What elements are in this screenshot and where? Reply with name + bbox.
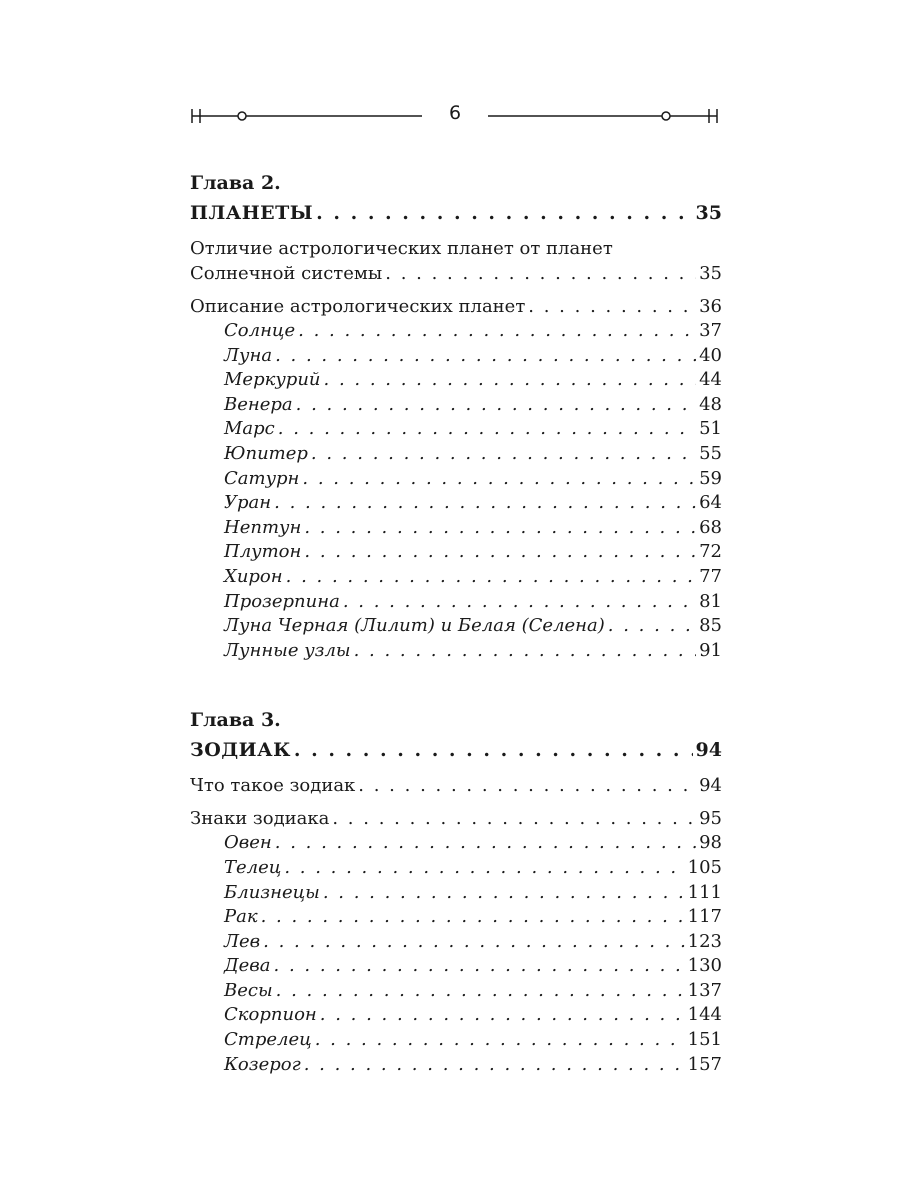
page-ref: 151 (687, 1029, 722, 1051)
dot-leader (608, 614, 696, 639)
chapter-2 (190, 168, 722, 663)
page-ref: 55 (699, 442, 722, 464)
page-ref: 94 (695, 739, 722, 762)
dot-leader (385, 261, 696, 286)
dot-leader (354, 639, 697, 664)
item-title: Скорпион (224, 1004, 317, 1026)
section-title: Солнечной системы (190, 263, 383, 284)
toc-section-row[interactable] (190, 806, 722, 831)
page-ref: 35 (699, 263, 722, 284)
toc-item[interactable] (190, 930, 722, 955)
toc-item[interactable] (190, 516, 722, 541)
item-title: Козерог (224, 1053, 301, 1075)
dot-leader (296, 393, 696, 418)
page-ref: 64 (699, 492, 722, 514)
toc-item[interactable] (190, 1028, 722, 1053)
item-title: Плутон (224, 541, 302, 563)
item-title: Овен (224, 832, 272, 854)
page-ref: 98 (699, 832, 722, 854)
chapter-title: ПЛАНЕТЫ (190, 202, 314, 224)
dot-leader (302, 467, 696, 492)
toc-item[interactable] (190, 856, 722, 881)
item-title: Весы (224, 979, 273, 1001)
toc-section-row[interactable] (190, 773, 722, 798)
item-title: Дева (224, 955, 271, 977)
chapter-label: Глава 3. (190, 709, 281, 732)
dot-leader (278, 417, 696, 442)
dot-leader (286, 565, 696, 590)
item-title: Близнецы (224, 881, 320, 903)
page-ref: 68 (699, 516, 722, 538)
page-ref: 157 (687, 1053, 722, 1075)
page-ref: 95 (699, 808, 722, 830)
toc-item[interactable] (190, 831, 722, 856)
chapter-3 (190, 705, 722, 1077)
page-ref: 81 (699, 590, 722, 612)
toc-item[interactable] (190, 979, 722, 1004)
dot-leader (304, 540, 696, 565)
section-title: Описание астрологических планет (190, 296, 526, 317)
chapter-label: Глава 2. (190, 172, 281, 194)
page-ref: 35 (695, 202, 722, 224)
dot-leader (261, 905, 685, 930)
toc-item[interactable] (190, 954, 722, 979)
dot-leader (274, 491, 696, 516)
page-ref: 105 (687, 856, 722, 878)
page-ref: 117 (687, 906, 722, 928)
item-title: Солнце (224, 320, 296, 341)
dot-leader (528, 294, 696, 319)
toc-item[interactable] (190, 393, 722, 418)
dot-leader (276, 979, 685, 1004)
item-title: Юпитер (224, 442, 308, 464)
toc-item[interactable] (190, 590, 722, 615)
toc-item[interactable] (190, 417, 722, 442)
page-ref: 85 (699, 615, 722, 637)
dot-leader (320, 1003, 685, 1028)
toc-item[interactable] (190, 491, 722, 516)
page-ref: 72 (699, 541, 722, 563)
table-of-contents (190, 168, 722, 1119)
dot-leader (275, 831, 696, 856)
dot-leader (304, 516, 696, 541)
item-title: Луна (224, 344, 273, 366)
dot-leader (298, 319, 696, 344)
page-ref: 111 (687, 881, 722, 903)
dot-leader (358, 773, 696, 798)
page-ref: 94 (699, 775, 722, 797)
dot-leader (275, 344, 696, 369)
dot-leader (294, 735, 693, 765)
item-title: Стрелец (224, 1029, 312, 1051)
toc-item[interactable] (190, 1053, 722, 1078)
item-title: Венера (224, 393, 293, 415)
dot-leader (316, 198, 692, 228)
page-ref: 36 (699, 296, 722, 317)
item-title: Марс (224, 418, 275, 440)
page-header (190, 100, 720, 130)
item-title: Лунные узлы (224, 639, 351, 661)
toc-item[interactable] (190, 639, 722, 664)
page-ref: 130 (687, 955, 722, 977)
item-title: Луна Черная (Лилит) и Белая (Селена) (224, 615, 605, 637)
page-ref: 37 (699, 320, 722, 341)
dot-leader (332, 806, 696, 831)
item-title: Нептун (224, 516, 302, 538)
toc-section-row[interactable] (190, 261, 722, 286)
dot-leader (311, 442, 696, 467)
item-title: Меркурий (224, 369, 321, 391)
dot-leader (315, 1028, 685, 1053)
toc-item[interactable] (190, 540, 722, 565)
page-ref: 77 (699, 565, 722, 587)
item-title: Сатурн (224, 467, 300, 489)
dot-leader (343, 590, 696, 615)
toc-item[interactable] (190, 614, 722, 639)
chapter-title-row[interactable] (190, 735, 722, 765)
toc-item[interactable] (190, 905, 722, 930)
item-title: Лев (224, 930, 261, 952)
page-ref: 40 (699, 344, 722, 366)
toc-item[interactable] (190, 467, 722, 492)
item-title: Прозерпина (224, 590, 340, 612)
dot-leader (284, 856, 684, 881)
section-title: Что такое зодиак (190, 775, 356, 797)
toc-item[interactable] (190, 344, 722, 369)
toc-item[interactable] (190, 442, 722, 467)
item-title: Телец (224, 856, 282, 878)
dot-leader (323, 881, 685, 906)
page-ref: 48 (699, 393, 722, 415)
toc-item[interactable] (190, 368, 722, 393)
dot-leader (324, 368, 697, 393)
chapter-title: ЗОДИАК (190, 739, 291, 762)
page-ref: 137 (687, 979, 722, 1001)
section-title-line[interactable]: Отличие астрологических планет от планет (190, 238, 613, 259)
item-title: Рак (224, 906, 258, 928)
page-ref: 44 (699, 369, 722, 391)
item-title: Хирон (224, 565, 283, 587)
chapter-title-row[interactable] (190, 198, 722, 228)
page-ref: 123 (687, 930, 722, 952)
toc-item[interactable] (190, 565, 722, 590)
toc-item[interactable] (190, 319, 722, 344)
section-title: Знаки зодиака (190, 808, 330, 830)
toc-item[interactable] (190, 1003, 722, 1028)
toc-section-row[interactable] (190, 294, 722, 319)
toc-item[interactable] (190, 881, 722, 906)
page-ref: 51 (699, 418, 722, 440)
dot-leader (263, 930, 684, 955)
dot-leader (274, 954, 685, 979)
dot-leader (304, 1053, 685, 1078)
page-number: 6 (448, 102, 462, 124)
page-ref: 91 (699, 639, 722, 661)
page-ref: 144 (687, 1004, 722, 1026)
page-ref: 59 (699, 467, 722, 489)
item-title: Уран (224, 492, 272, 514)
